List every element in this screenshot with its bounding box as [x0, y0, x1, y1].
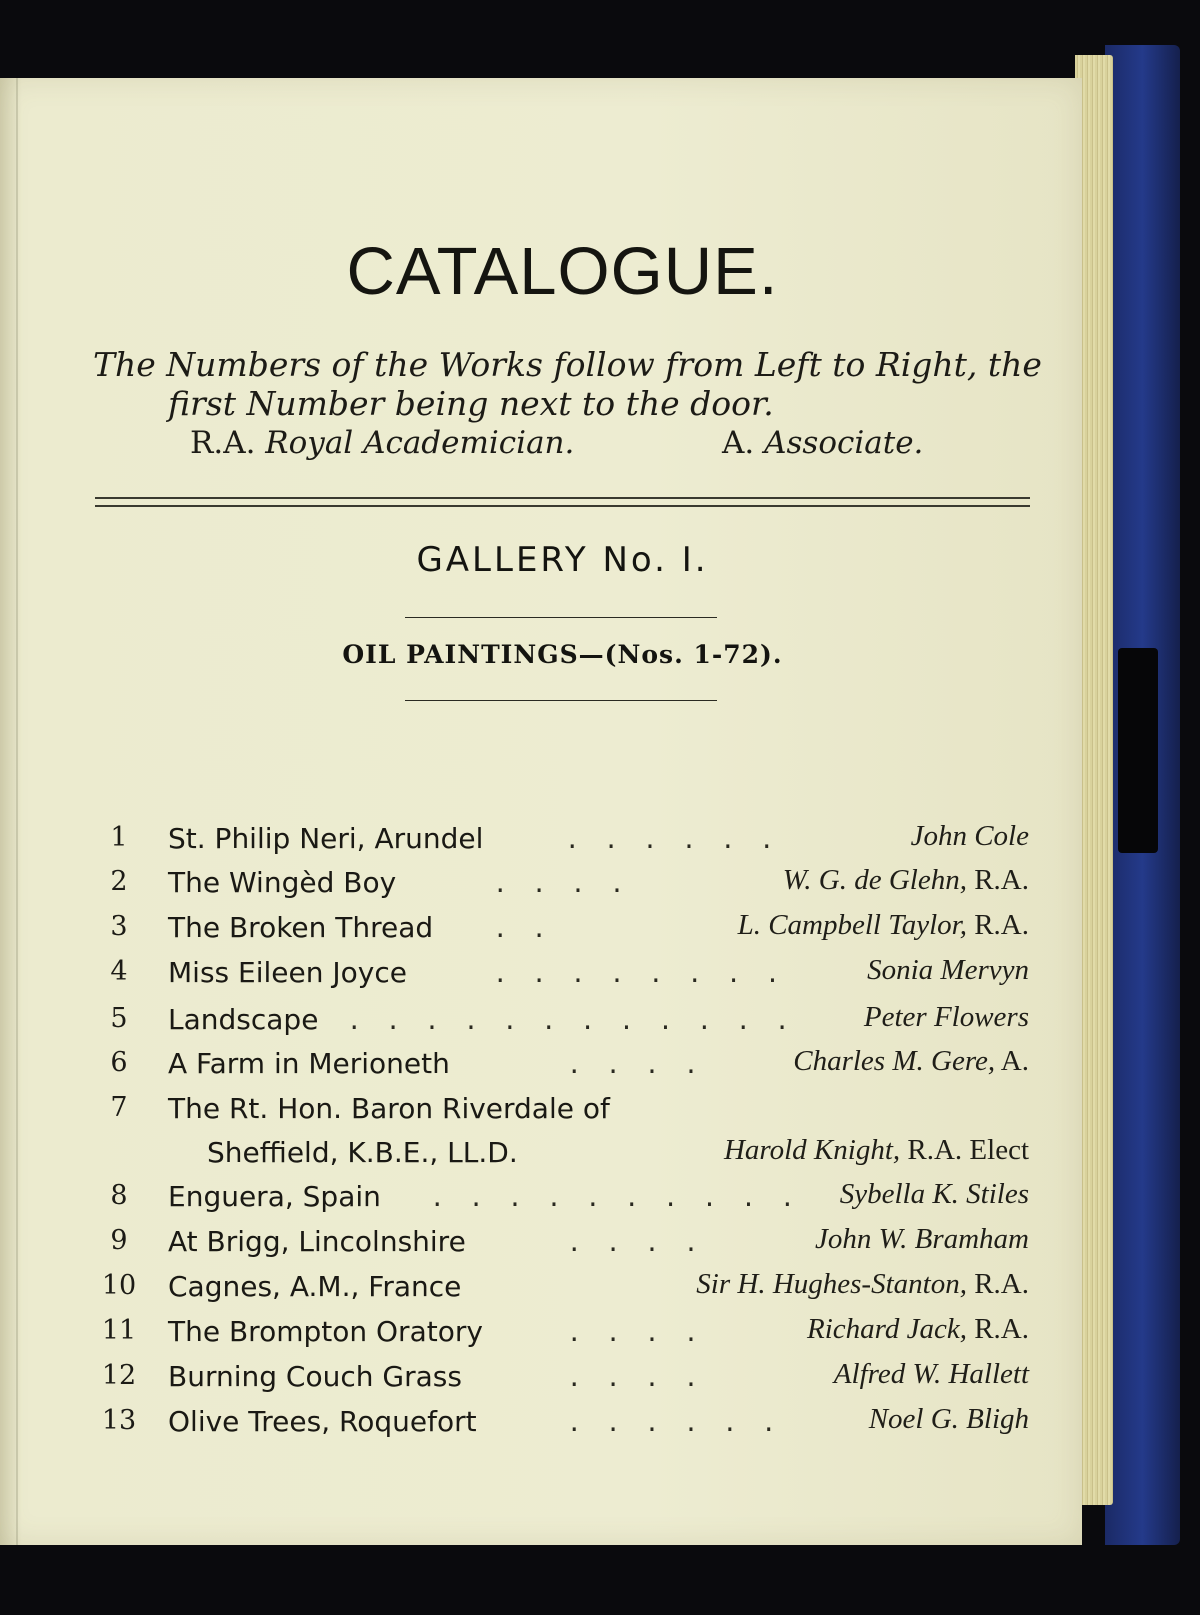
artist-name: Charles M. Gere, [793, 1045, 996, 1077]
entry-number: 5 [110, 1003, 128, 1034]
entry-artist [911, 820, 1029, 853]
entry-artist [864, 1001, 1029, 1034]
entry-title: The Brompton Oratory [168, 1315, 483, 1348]
dot-leader: . . . . [567, 1051, 704, 1079]
section-heading: OIL PAINTINGS—(Nos. 1-72). [342, 640, 783, 669]
dot-leader: . . . . . . [567, 1409, 781, 1437]
artist-honour: A. [995, 1045, 1029, 1077]
gallery-heading: GALLERY No. I. [416, 540, 709, 580]
entry-title: A Farm in Merioneth [168, 1047, 450, 1080]
catalogue-entry [0, 1225, 1082, 1271]
entry-artist [867, 954, 1029, 987]
page-title: CATALOGUE. [346, 234, 779, 309]
artist-name: Alfred W. Hallett [833, 1358, 1029, 1390]
entry-artist [815, 1223, 1029, 1256]
artist-honour: R.A. [966, 909, 1029, 941]
artist-honour: R.A. [966, 1313, 1029, 1345]
entry-title: Olive Trees, Roquefort [168, 1405, 477, 1438]
dot-leader: . . . . [567, 1229, 704, 1257]
entry-number: 13 [101, 1405, 137, 1436]
entry-title: At Brigg, Lincolnshire [168, 1225, 466, 1258]
entry-title: The Rt. Hon. Baron Riverdale of [168, 1092, 610, 1125]
entry-number: 1 [110, 822, 128, 853]
entry-number: 8 [110, 1180, 128, 1211]
entry-number: 7 [110, 1092, 128, 1123]
dot-leader: . . . . [567, 1319, 704, 1347]
entry-title: Enguera, Spain [168, 1180, 381, 1213]
entry-title: Miss Eileen Joyce [168, 956, 407, 989]
entry-number: 4 [110, 956, 128, 987]
entry-artist [724, 1134, 1029, 1167]
entry-number: 12 [101, 1360, 137, 1391]
catalogue-entry [0, 1360, 1082, 1406]
artist-honour: R.A. [966, 1268, 1029, 1300]
artist-name: John W. Bramham [814, 1223, 1029, 1255]
entry-number: 10 [101, 1270, 137, 1301]
entry-number: 11 [101, 1315, 137, 1346]
entry-number: 9 [110, 1225, 128, 1256]
entry-title-continued: Sheffield, K.B.E., LL.D. [207, 1136, 518, 1169]
artist-name: Harold Knight, [723, 1134, 901, 1166]
entry-artist [793, 1045, 1029, 1078]
entry-artist [783, 864, 1029, 897]
artist-name: Sonia Mervyn [867, 954, 1029, 986]
artist-name: Richard Jack, [806, 1313, 967, 1345]
abbreviation-a-meaning: Associate. [764, 425, 924, 461]
dot-leader: . . . . [493, 870, 630, 898]
bookmark-ribbon [1118, 648, 1158, 853]
dot-leader: . . . . . . . . [493, 960, 785, 988]
entry-title: The Wingèd Boy [168, 866, 397, 899]
intro-line-1: The Numbers of the Works follow from Left to Right, the [93, 345, 1042, 384]
entry-artist [840, 1178, 1029, 1211]
entry-artist [696, 1268, 1029, 1301]
artist-honour: R.A. Elect [900, 1134, 1029, 1166]
artist-name: L. Campbell Taylor, [737, 909, 967, 941]
entry-title: Burning Couch Grass [168, 1360, 462, 1393]
entry-title: The Broken Thread [168, 911, 434, 944]
entry-number: 2 [110, 866, 128, 897]
entry-title: Cagnes, A.M., France [168, 1270, 462, 1303]
dot-leader: . . . . . . . . . . [430, 1184, 800, 1212]
dot-leader: . . [493, 915, 552, 943]
abbreviation-ra-meaning: Royal Academician. [265, 425, 575, 461]
catalogue-entry [0, 1180, 1082, 1226]
abbreviation-a-code: A. [722, 425, 755, 461]
artist-name: Noel G. Bligh [868, 1403, 1029, 1435]
dot-leader: . . . . . . . . . . . . [347, 1007, 795, 1035]
entry-number: 3 [110, 911, 128, 942]
dot-leader: . . . . . . [565, 826, 779, 854]
dot-leader: . . . . [567, 1364, 704, 1392]
artist-name: Sybella K. Stiles [839, 1178, 1029, 1210]
catalogue-entry [0, 866, 1082, 912]
artist-name: John Cole [910, 820, 1029, 852]
entry-artist [738, 909, 1029, 942]
catalogue-entry [0, 956, 1082, 1002]
entry-artist [807, 1313, 1029, 1346]
catalogue-entry [0, 1270, 1082, 1316]
artist-name: W. G. de Glehn, [782, 864, 967, 896]
artist-name: Sir H. Hughes-Stanton, [696, 1268, 967, 1300]
artist-name: Peter Flowers [863, 1001, 1029, 1033]
catalogue-entry [0, 1315, 1082, 1361]
catalogue-entry [0, 1405, 1082, 1451]
catalogue-entry [0, 822, 1082, 868]
entry-artist [834, 1358, 1029, 1391]
entry-title: St. Philip Neri, Arundel [168, 822, 484, 855]
entry-number: 6 [110, 1047, 128, 1078]
intro-line-2: first Number being next to the door. [168, 384, 774, 423]
catalogue-entry [0, 1047, 1082, 1093]
artist-honour: R.A. [966, 864, 1029, 896]
catalogue-entry [0, 1003, 1082, 1049]
catalogue-entry [0, 1092, 1082, 1169]
entry-artist [869, 1403, 1029, 1436]
catalogue-entry [0, 911, 1082, 957]
entry-title: Landscape [168, 1003, 319, 1036]
abbreviation-ra-code: R.A. [190, 425, 256, 461]
